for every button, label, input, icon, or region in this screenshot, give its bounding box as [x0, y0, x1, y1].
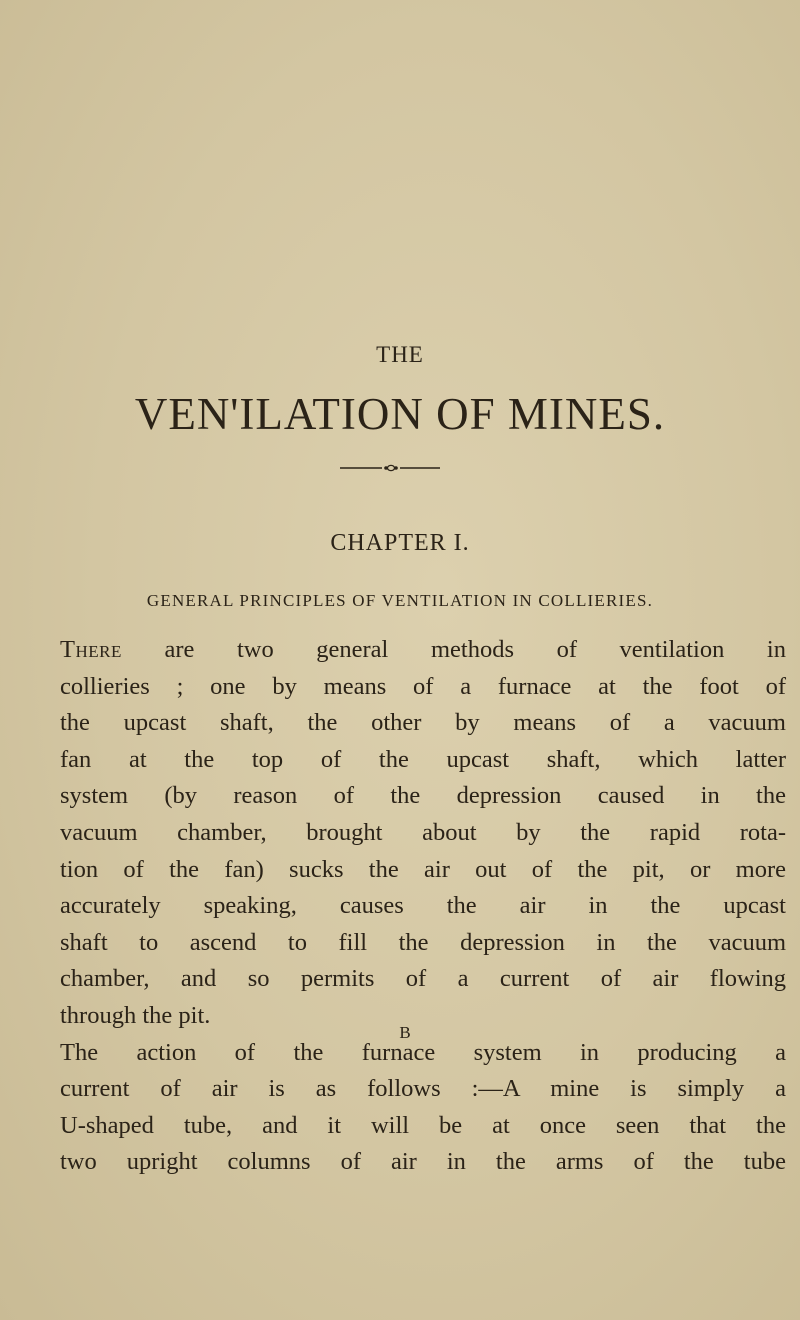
text-line: current of air is as follows :—A mine is simply a	[60, 1075, 786, 1103]
text-line: tion of the fan) sucks the air out of the pit, or more	[60, 855, 786, 883]
chapter-heading: CHAPTER I.	[330, 530, 470, 556]
pre-title: THE	[376, 342, 424, 367]
page-title: VEN'ILATION OF MINES.	[134, 389, 666, 439]
section-subheading: GENERAL PRINCIPLES OF VENTILATION IN COLLIERIES.	[146, 591, 654, 610]
text-line: fan at the top of the upcast shaft, which latter	[60, 745, 786, 773]
text-line: two upright columns of air in the arms of the tube	[60, 1148, 786, 1176]
text-line: vacuum chamber, brought about by the rapid rota-	[60, 818, 786, 846]
signature-mark: B	[399, 1023, 411, 1042]
text-line: through the pit.	[60, 1001, 211, 1029]
text-line: accurately speaking, causes the air in the upcast	[60, 892, 786, 920]
ornament-rule	[340, 463, 440, 473]
text-line: U-shaped tube, and it will be at once seen that the	[60, 1111, 786, 1139]
text-line: shaft to ascend to fill the depression in the vacuum	[60, 928, 786, 956]
text-line: There are two general methods of ventilation in	[60, 636, 786, 663]
first-word: There	[60, 636, 122, 663]
text-line: The action of the furnace system in producing a	[60, 1038, 786, 1066]
text-line: the upcast shaft, the other by means of a vacuum	[60, 709, 786, 737]
text-line: collieries ; one by means of a furnace at the foot of	[60, 672, 786, 700]
text-line: system (by reason of the depression caused in the	[60, 782, 786, 810]
text-line: chamber, and so permits of a current of air flowing	[60, 965, 786, 993]
body-text	[60, 632, 786, 1181]
